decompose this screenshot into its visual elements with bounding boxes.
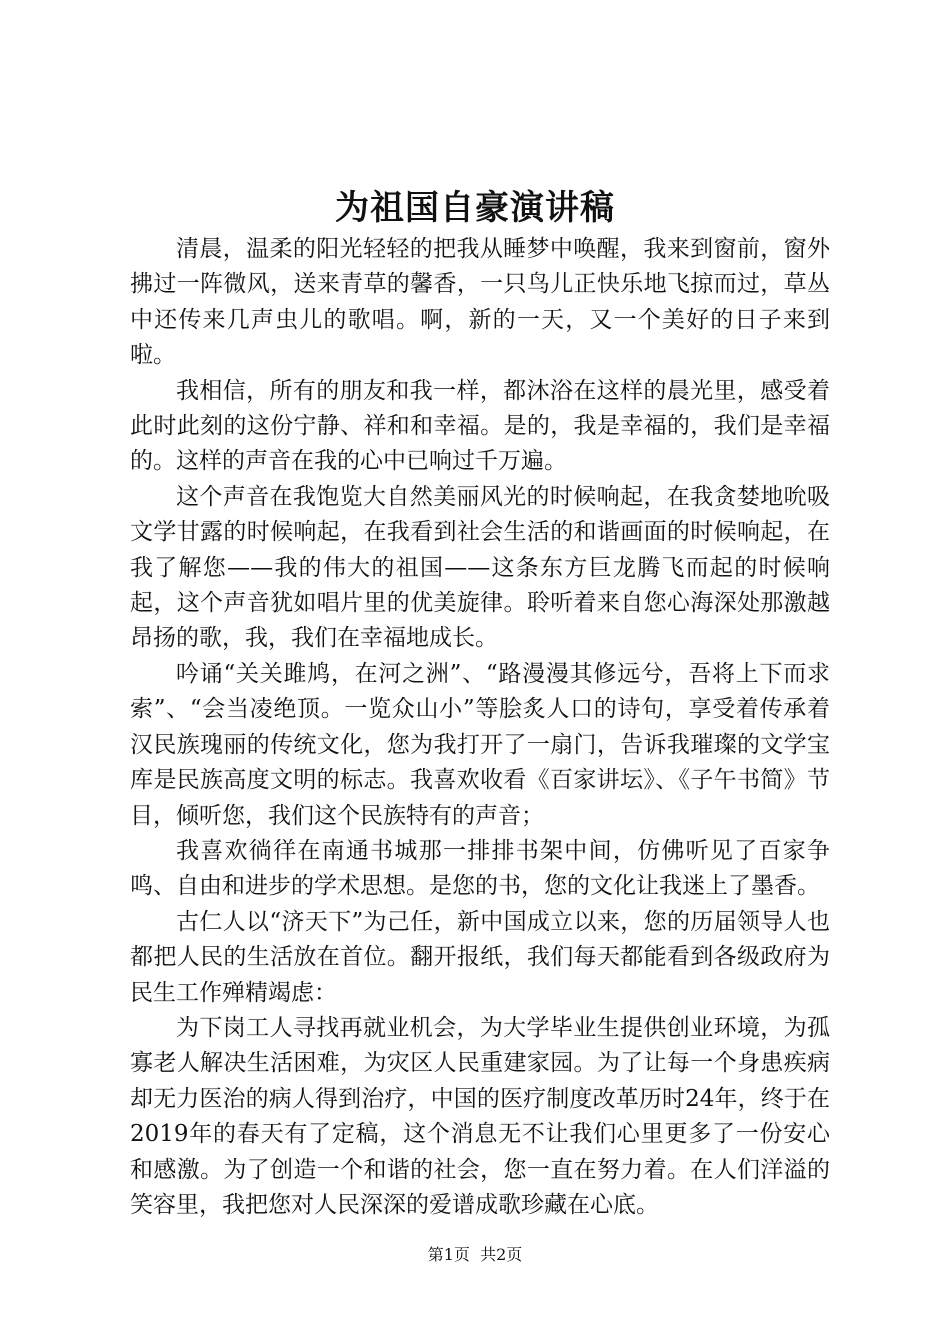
document-title: 为祖国自豪演讲稿 [335,188,615,228]
paragraph: 吟诵“关关雎鸠，在河之洲”、“路漫漫其修远兮，吾将上下而求索”、“会当凌绝顶。一览众山小”等脍炙人口的诗句，享受着传承着汉民族瑰丽的传统文化，您为我打开了一扇门，告诉我璀璨的文学宝库是民族高度文明的标志。我喜欢收看《百家讲坛》、《子午书简》节目，倾听您，我们这个民族特有的声音； [130,660,830,829]
paragraph: 清晨，温柔的阳光轻轻的把我从睡梦中唤醒，我来到窗前，窗外拂过一阵微风，送来青草的馨香，一只鸟儿正快乐地飞掠而过，草丛中还传来几声虫儿的歌唱。啊，新的一天，又一个美好的日子来到啦。 [130,236,830,369]
paragraph: 为下岗工人寻找再就业机会，为大学毕业生提供创业环境，为孤寡老人解决生活困难，为灾区人民重建家园。为了让每一个身患疾病却无力医治的病人得到治疗，中国的医疗制度改革历时24年，终于在2019年的春天有了定稿，这个消息无不让我们心里更多了一份安心和感激。为了创造一个和谐的社会，您一直在努力着。在人们洋溢的笑容里，我把您对人民深深的爱谱成歌珍藏在心底。 [130,1014,830,1218]
page-footer: 第1页 共2页 [427,1245,523,1264]
paragraph: 这个声音在我饱览大自然美丽风光的时候响起，在我贪婪地吮吸文学甘露的时候响起，在我看到社会生活的和谐画面的时候响起，在我了解您——我的伟大的祖国——这条东方巨龙腾飞而起的时候响起，这个声音犹如唱片里的优美旋律。聆听着来自您心海深处那激越昂扬的歌，我，我们在幸福地成长。 [130,483,830,652]
paragraph: 古仁人以“济天下”为己任，新中国成立以来，您的历届领导人也都把人民的生活放在首位。翻开报纸，我们每天都能看到各级政府为民生工作殚精竭虑： [130,908,830,1006]
document-body [130,232,830,1223]
paragraph: 我喜欢徜徉在南通书城那一排排书架中间，仿佛听见了百家争鸣、自由和进步的学术思想。是您的书，您的文化让我迷上了墨香。 [130,837,830,900]
paragraph: 我相信，所有的朋友和我一样，都沐浴在这样的晨光里，感受着此时此刻的这份宁静、祥和和幸福。是的，我是幸福的，我们是幸福的。这样的声音在我的心中已响过千万遍。 [130,377,830,475]
